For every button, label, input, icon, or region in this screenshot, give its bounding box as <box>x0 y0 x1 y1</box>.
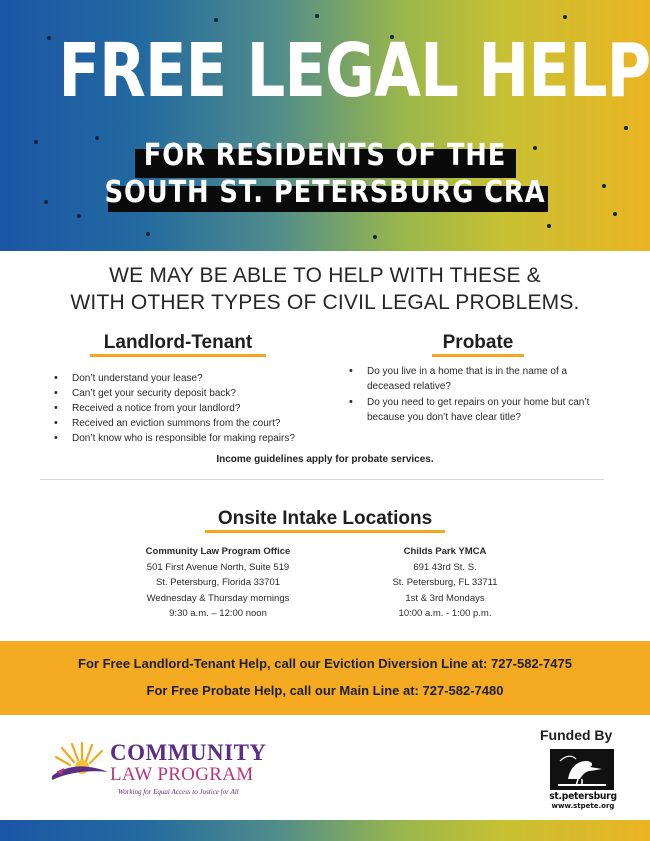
list-item: • Received a notice from your landlord? <box>54 401 334 416</box>
heading-underline <box>205 530 445 533</box>
clp-tagline: Working for Equal Access to Justice for All <box>118 788 239 796</box>
landlord-tenant-list <box>54 371 334 446</box>
decor-dot <box>315 14 319 18</box>
st-petersburg-pelican-logo <box>550 749 614 790</box>
decor-dot <box>624 126 628 130</box>
heading-underline <box>90 354 266 357</box>
decor-dot <box>613 212 617 216</box>
funder-url: www.stpete.org <box>551 802 615 810</box>
funded-by-label: Funded By <box>540 727 613 743</box>
list-item: • Can’t get your security deposit back? <box>54 386 334 401</box>
list-item: • Don’t know who is responsible for making repairs? <box>54 431 334 446</box>
clp-name-line-2: LAW PROGRAM <box>110 764 254 785</box>
community-law-program-logo <box>48 738 273 802</box>
probate-list <box>349 364 599 426</box>
decor-dot <box>77 214 81 218</box>
intro-text <box>0 262 650 316</box>
subtitle-line-1: FOR RESIDENTS OF THE <box>143 138 507 173</box>
intro-line-2: WITH OTHER TYPES OF CIVIL LEGAL PROBLEMS. <box>70 291 580 314</box>
onsite-heading <box>205 508 445 530</box>
list-item: • Received an eviction summons from the court? <box>54 416 334 431</box>
section-heading-text: Landlord-Tenant <box>103 332 253 353</box>
page-title: FREE LEGAL HELP <box>58 28 650 114</box>
probate-heading <box>432 332 524 354</box>
pelican-icon <box>550 749 614 790</box>
section-heading-text: Onsite Intake Locations <box>217 508 433 529</box>
location-card <box>330 544 560 622</box>
decor-dot <box>34 140 38 144</box>
list-item: • Do you live in a home that is in the name of a deceased relative? <box>349 364 599 394</box>
decor-dot <box>373 235 377 239</box>
decor-dot <box>47 36 51 40</box>
location-days: Wednesday & Thursday mornings <box>146 592 290 604</box>
sunrise-scales-icon <box>48 742 110 782</box>
clp-name-line-1: COMMUNITY <box>110 740 267 765</box>
subtitle-line-2: SOUTH ST. PETERSBURG CRA <box>104 175 546 210</box>
location-name: Childs Park YMCA <box>403 546 487 557</box>
location-days: 1st & 3rd Mondays <box>405 592 485 604</box>
landlord-tenant-heading <box>90 332 266 354</box>
list-item: • Don’t understand your lease? <box>54 371 334 386</box>
decor-dot <box>563 15 567 19</box>
heading-underline <box>432 354 524 357</box>
location-address-1: 501 First Avenue North, Suite 519 <box>146 561 290 573</box>
location-name: Community Law Program Office <box>145 546 291 557</box>
section-heading-text: Probate <box>442 332 514 353</box>
intro-line-1: WE MAY BE ABLE TO HELP WITH THESE & <box>109 264 541 287</box>
probate-line-text: For Free Probate Help, call our Main Line at: 727-582-7480 <box>146 683 504 698</box>
decor-dot <box>547 224 551 228</box>
contact-band <box>0 641 650 715</box>
decor-dot <box>146 232 150 236</box>
location-address-2: St. Petersburg, Florida 33701 <box>155 577 281 588</box>
footer-gradient-bar <box>0 820 650 841</box>
location-hours: 10:00 a.m. - 1:00 p.m. <box>398 608 492 619</box>
location-address-2: St. Petersburg, FL 33711 <box>392 577 498 588</box>
funder-name: st.petersburg <box>549 791 617 802</box>
divider <box>40 479 604 480</box>
decor-dot <box>214 18 218 22</box>
eviction-line-text: For Free Landlord-Tenant Help, call our Eviction Diversion Line at: 727-582-7475 <box>78 656 572 671</box>
hero-banner <box>0 0 650 251</box>
location-hours: 9:30 a.m. – 12:00 noon <box>169 608 267 619</box>
location-card <box>103 544 333 622</box>
location-address-1: 691 43rd St. S. <box>413 561 477 573</box>
income-guidelines-note: Income guidelines apply for probate services. <box>216 454 434 465</box>
list-item: • Do you need to get repairs on your home but can’t because you don’t have clear title? <box>349 395 599 425</box>
